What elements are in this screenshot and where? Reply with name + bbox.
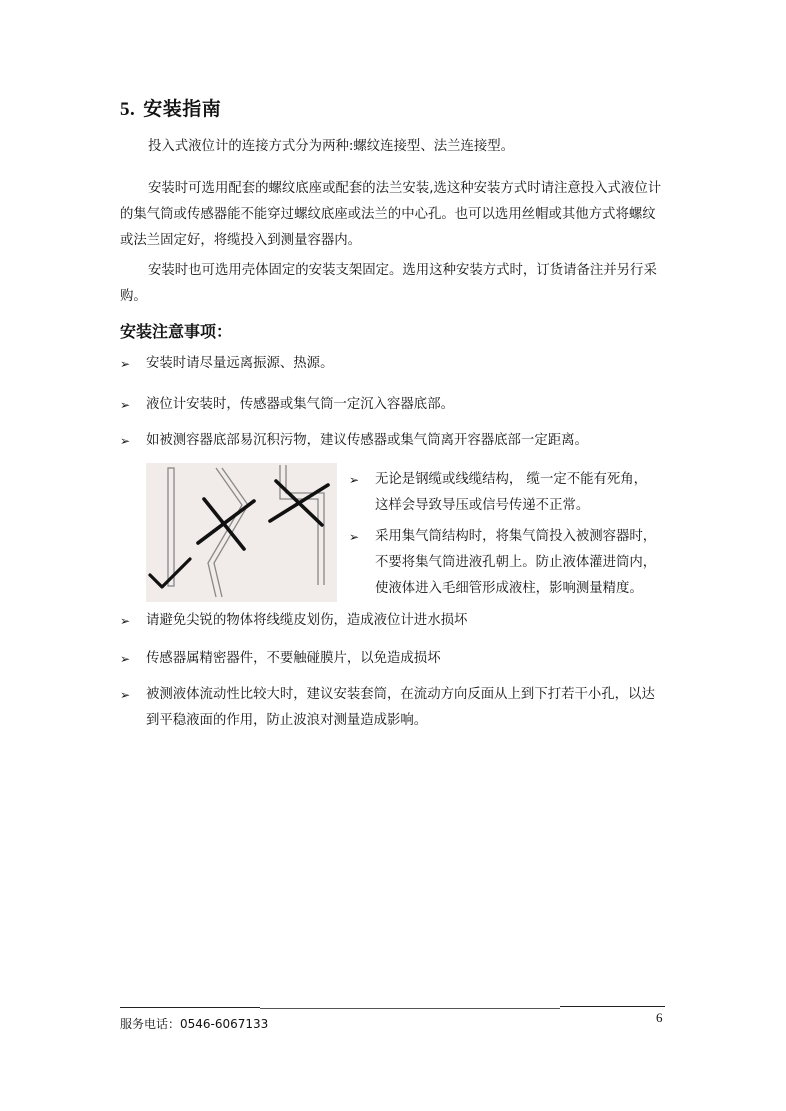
section-title: 安装指南 xyxy=(143,98,222,120)
bullet-arrow-icon: ➢ xyxy=(120,652,131,666)
notes-heading: 安装注意事项： xyxy=(120,322,233,341)
bullet-arrow-icon: ➢ xyxy=(120,357,131,371)
list-item: ➢ 采用集气筒结构时，将集气筒投入被测容器时， 不要将集气筒进液孔朝上。防止液体灌进筒内， 使液体进入毛细管形成液柱，影响测量精度。 xyxy=(349,524,679,602)
straight-cable-shape xyxy=(168,468,174,586)
footer-rule-left xyxy=(120,1007,260,1008)
list-item: ➢ 液位计安装时，传感器或集气筒一定沉入容器底部。 xyxy=(120,392,680,418)
section-number: 5. xyxy=(120,99,136,120)
footer-rule-mid xyxy=(260,1008,560,1009)
cross-icon xyxy=(198,501,254,543)
bullet-arrow-icon: ➢ xyxy=(120,688,131,702)
list-item: ➢ 请避免尖锐的物体将线缆皮划伤，造成液位计进水损坏 xyxy=(120,608,680,634)
bullet-arrow-icon: ➢ xyxy=(349,473,360,487)
installation-illustration xyxy=(146,463,337,602)
list-item: ➢ 传感器属精密器件，不要触碰膜片，以免造成损坏 xyxy=(120,646,680,672)
page-number: 6 xyxy=(656,1010,663,1025)
paragraph-bracket-mount: 安装时也可选用壳体固定的安装支架固定。选用这种安装方式时，订货请备注并另行采购。 xyxy=(120,263,657,304)
check-icon xyxy=(150,559,190,587)
paragraph-mounting-base: 安装时可选用配套的螺纹底座或配套的法兰安装,选这种安装方式时请注意投入式液位计的集气筒或传感器能不能穿过螺纹底座或法兰的中心孔。也可以选用丝帽或其他方式将螺纹或法兰固定好，将缆投入到测量容器内。 xyxy=(120,181,662,248)
paragraph-connection-types: 投入式液位计的连接方式分为两种:螺纹连接型、法兰连接型。 xyxy=(148,139,515,154)
bullet-arrow-icon: ➢ xyxy=(120,434,131,448)
list-item: ➢ 安装时请尽量远离振源、热源。 xyxy=(120,351,680,377)
list-item: ➢ 如被测容器底部易沉积污物，建议传感器或集气筒离开容器底部一定距离。 xyxy=(120,428,680,454)
service-phone: 服务电话：0546-6067133 xyxy=(120,1017,269,1031)
bullet-arrow-icon: ➢ xyxy=(349,530,360,544)
bullet-arrow-icon: ➢ xyxy=(120,398,131,412)
bullet-arrow-icon: ➢ xyxy=(120,614,131,628)
cable-routing-diagram xyxy=(146,463,337,602)
section-heading xyxy=(120,94,221,121)
list-item: ➢ 被测液体流动性比较大时，建议安装套筒，在流动方向反面从上到下打若干小孔，以达 到平稳液面的作用，防止波浪对测量造成影响。 xyxy=(120,682,680,734)
list-item: ➢ 无论是钢缆或线缆结构， 缆一定不能有死角， 这样会导致导压或信号传递不正常。 xyxy=(349,467,679,519)
footer-rule-right xyxy=(560,1006,665,1007)
